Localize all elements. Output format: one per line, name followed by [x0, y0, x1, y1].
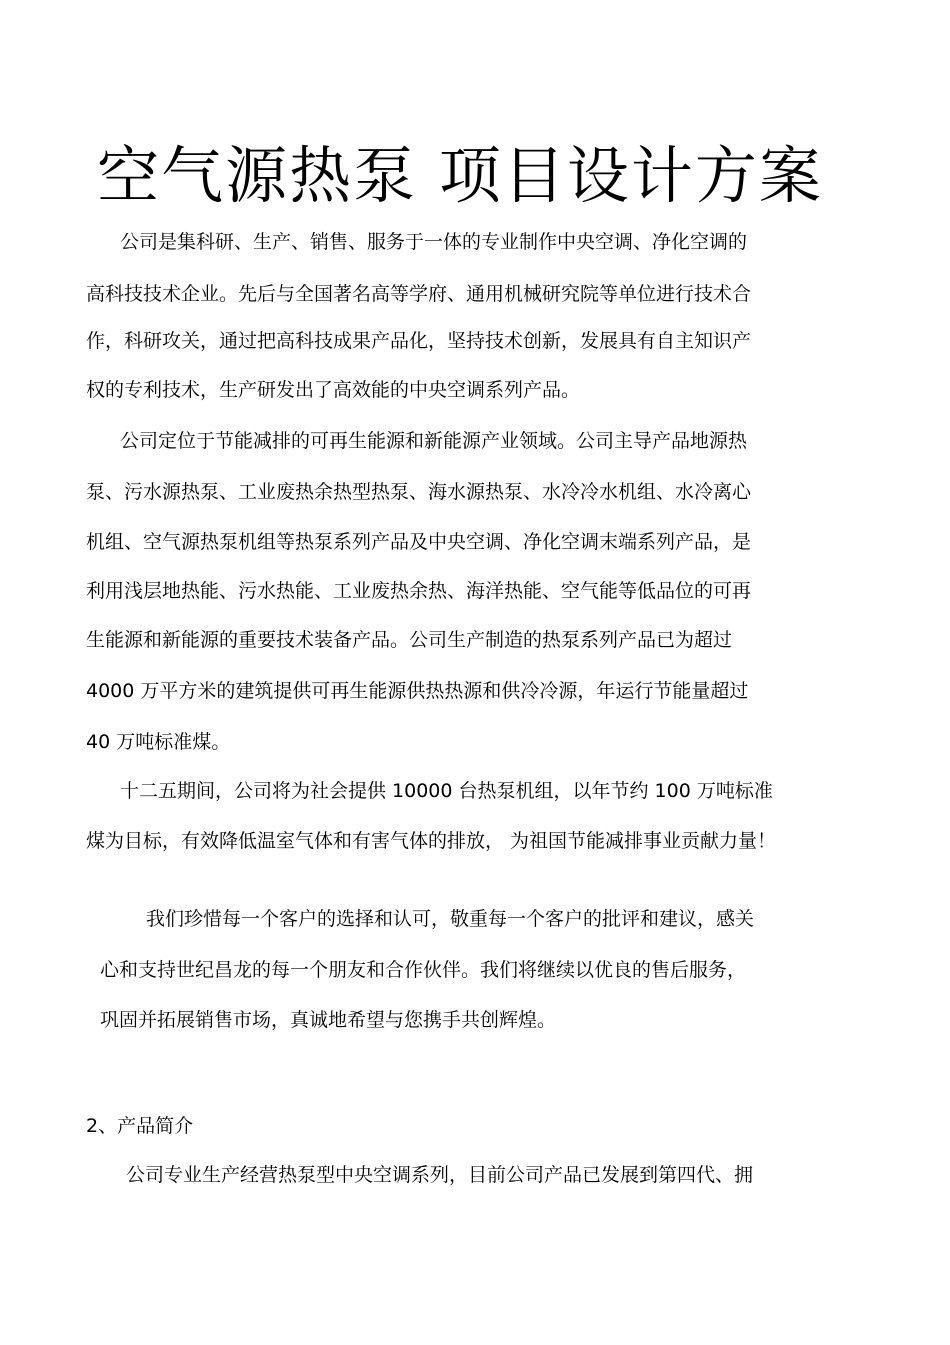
paragraph-4-line-1: 我们珍惜每一个客户的选择和认可，敬重每一个客户的批评和建议，感关: [146, 908, 755, 930]
paragraph-4-line-2: 心和支持世纪昌龙的每一个朋友和合作伙伴。我们将继续以优良的售后服务，: [100, 959, 747, 981]
paragraph-2-line-7: 40 万吨标准煤。: [86, 731, 231, 753]
paragraph-1-line-1: 公司是集科研、生产、销售、服务于一体的专业制作中央空调、净化空调的: [120, 231, 748, 253]
paragraph-2-line-4: 利用浅层地热能、污水热能、工业废热余热、海洋热能、空气能等低品位的可再: [86, 580, 752, 602]
paragraph-4-line-3: 巩固并拓展销售市场，真诚地希望与您携手共创辉煌。: [100, 1009, 557, 1031]
section-2-line-1: 公司专业生产经营热泵型中央空调系列，目前公司产品已发展到第四代、拥: [126, 1164, 754, 1186]
document-title: 空气源热泵 项目设计方案: [97, 139, 823, 212]
paragraph-2-line-5: 生能源和新能源的重要技术装备产品。公司生产制造的热泵系列产品已为超过: [86, 629, 733, 651]
paragraph-2-line-3: 机组、空气源热泵机组等热泵系列产品及中央空调、净化空调末端系列产品，是: [86, 531, 752, 553]
paragraph-3-line-2: 煤为目标，有效降低温室气体和有害气体的排放， 为祖国节能减排事业贡献力量！: [86, 830, 777, 852]
paragraph-2-line-1: 公司定位于节能减排的可再生能源和新能源产业领域。公司主导产品地源热: [120, 430, 748, 452]
paragraph-3-line-1: 十二五期间，公司将为社会提供 10000 台热泵机组，以年节约 100 万吨标准: [120, 780, 773, 802]
paragraph-1-line-4: 权的专利技术，生产研发出了高效能的中央空调系列产品。: [86, 379, 581, 401]
paragraph-2-line-6: 4000 万平方米的建筑提供可再生能源供热热源和供冷冷源，年运行节能量超过: [86, 680, 749, 702]
paragraph-2-line-2: 泵、污水源热泵、工业废热余热型热泵、海水源热泵、水冷冷水机组、水冷离心: [86, 481, 752, 503]
paragraph-1-line-2: 高科技技术企业。先后与全国著名高等学府、通用机械研究院等单位进行技术合: [86, 283, 752, 305]
section-2-heading: 2、产品简介: [86, 1115, 194, 1137]
paragraph-1-line-3: 作，科研攻关，通过把高科技成果产品化，坚持技术创新，发展具有自主知识产: [86, 330, 752, 352]
